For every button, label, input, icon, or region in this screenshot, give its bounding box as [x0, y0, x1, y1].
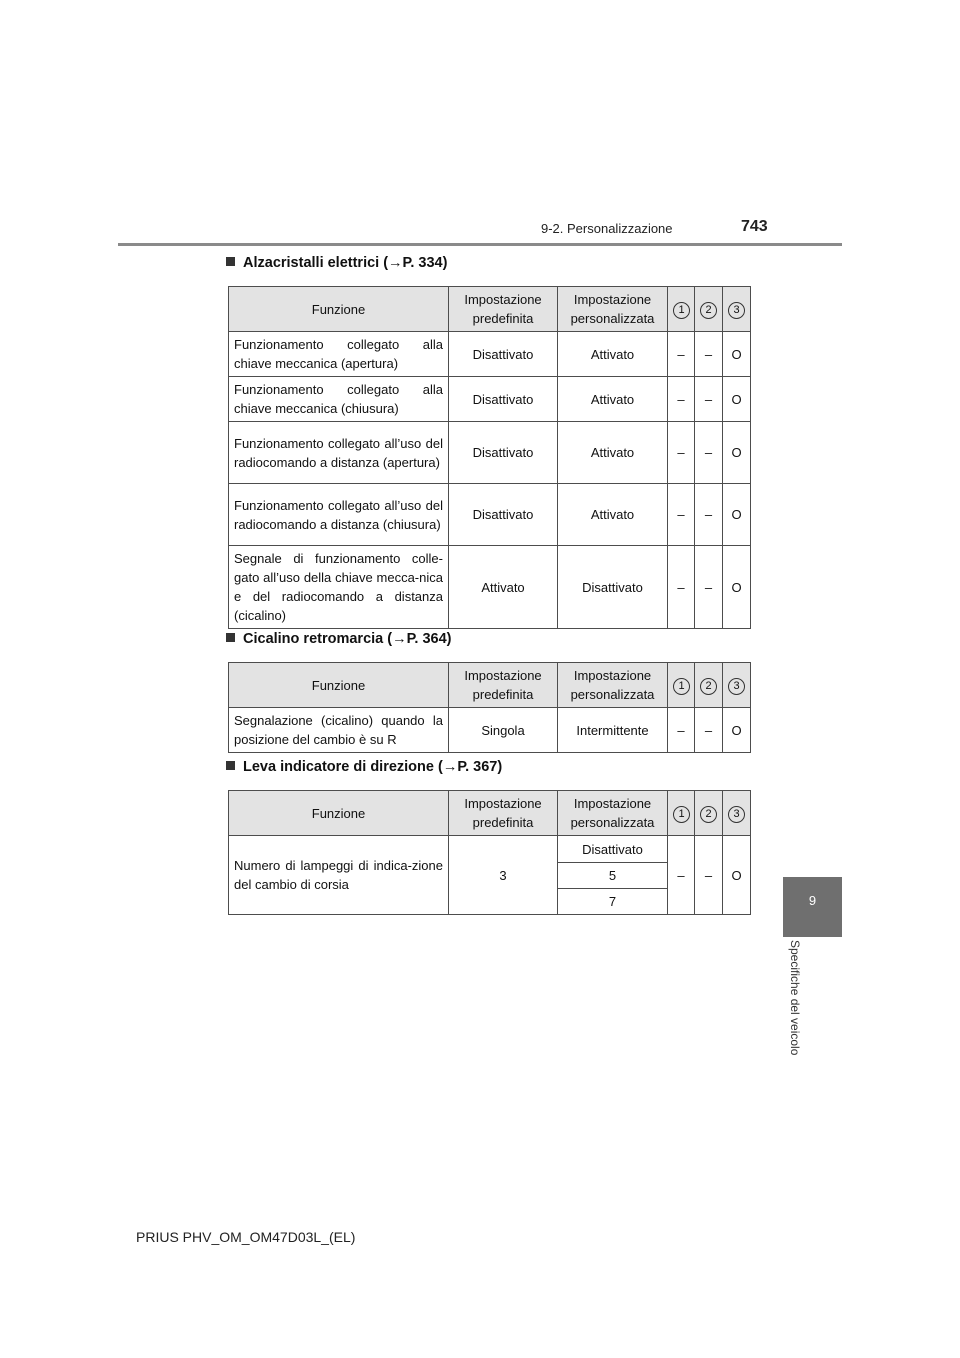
- custom-cell: Attivato: [558, 377, 668, 422]
- section-header: 9-2. Personalizzazione: [541, 221, 673, 236]
- method-2-cell: –: [695, 836, 723, 915]
- table-row: [229, 484, 751, 546]
- method-3-cell: O: [723, 836, 751, 915]
- section-title: Leva indicatore di direzione (→P. 367): [226, 759, 502, 775]
- section-title: Cicalino retromarcia (→P. 364): [226, 631, 451, 647]
- col-custom: Impostazione personalizzata: [558, 287, 668, 332]
- table-header-row: [229, 663, 751, 708]
- col-feature: Funzione: [229, 791, 449, 836]
- col-default: Impostazione predefinita: [449, 663, 558, 708]
- col-method-2: [695, 287, 723, 332]
- document-id: PRIUS PHV_OM_OM47D03L_(EL): [136, 1229, 356, 1245]
- method-1-cell: –: [668, 332, 695, 377]
- method-1-cell: –: [668, 422, 695, 484]
- method-3-cell: O: [723, 546, 751, 629]
- method-3-cell: O: [723, 332, 751, 377]
- circled-3-icon: 3: [728, 302, 745, 319]
- custom-cell: 7: [558, 889, 668, 915]
- default-cell: 3: [449, 836, 558, 915]
- feature-cell: Funzionamento collegato alla chiave meccanica (apertura): [229, 332, 449, 377]
- table-row: [229, 708, 751, 753]
- custom-cell: Attivato: [558, 422, 668, 484]
- col-method-3: [723, 791, 751, 836]
- table-row: [229, 546, 751, 629]
- default-cell: Disattivato: [449, 422, 558, 484]
- feature-cell: Numero di lampeggi di indica-zione del cambio di corsia: [229, 836, 449, 915]
- col-default: Impostazione predefinita: [449, 287, 558, 332]
- col-method-2: [695, 663, 723, 708]
- col-method-1: [668, 287, 695, 332]
- method-1-cell: –: [668, 484, 695, 546]
- circled-2-icon: 2: [700, 678, 717, 695]
- feature-cell: Funzionamento collegato alla chiave meccanica (chiusura): [229, 377, 449, 422]
- method-2-cell: –: [695, 377, 723, 422]
- circled-1-icon: 1: [673, 806, 690, 823]
- method-3-cell: O: [723, 422, 751, 484]
- method-2-cell: –: [695, 332, 723, 377]
- circled-3-icon: 3: [728, 806, 745, 823]
- method-2-cell: –: [695, 708, 723, 753]
- col-method-3: [723, 663, 751, 708]
- circled-2-icon: 2: [700, 302, 717, 319]
- custom-cell: 5: [558, 863, 668, 889]
- default-cell: Disattivato: [449, 484, 558, 546]
- circled-1-icon: 1: [673, 678, 690, 695]
- table-row: [229, 422, 751, 484]
- default-cell: Attivato: [449, 546, 558, 629]
- col-feature: Funzione: [229, 287, 449, 332]
- square-bullet-icon: [226, 761, 235, 770]
- header-divider: [118, 243, 842, 246]
- method-2-cell: –: [695, 484, 723, 546]
- feature-cell: Funzionamento collegato all’uso del radiocomando a distanza (chiusura): [229, 484, 449, 546]
- custom-cell: Disattivato: [558, 836, 668, 863]
- page-number: 743: [741, 218, 768, 235]
- default-cell: Disattivato: [449, 332, 558, 377]
- table-header-row: [229, 791, 751, 836]
- circled-1-icon: 1: [673, 302, 690, 319]
- feature-cell: Segnale di funzionamento colle-gato all’uso della chiave mecca-nica e del radiocomando a distanza (cicalino): [229, 546, 449, 629]
- table-row: [229, 377, 751, 422]
- section-title: Alzacristalli elettrici (→P. 334): [226, 255, 447, 271]
- col-feature: Funzione: [229, 663, 449, 708]
- method-1-cell: –: [668, 546, 695, 629]
- square-bullet-icon: [226, 257, 235, 266]
- table-row: [229, 836, 751, 863]
- table-row: [229, 332, 751, 377]
- col-custom: Impostazione personalizzata: [558, 663, 668, 708]
- col-method-1: [668, 791, 695, 836]
- default-cell: Singola: [449, 708, 558, 753]
- col-default: Impostazione predefinita: [449, 791, 558, 836]
- chapter-number: 9: [808, 893, 817, 908]
- square-bullet-icon: [226, 633, 235, 642]
- custom-cell: Disattivato: [558, 546, 668, 629]
- col-method-1: [668, 663, 695, 708]
- col-method-3: [723, 287, 751, 332]
- settings-table: [228, 662, 751, 753]
- method-2-cell: –: [695, 546, 723, 629]
- feature-cell: Segnalazione (cicalino) quando la posizione del cambio è su R: [229, 708, 449, 753]
- settings-table: [228, 286, 751, 629]
- col-custom: Impostazione personalizzata: [558, 791, 668, 836]
- custom-cell: Intermittente: [558, 708, 668, 753]
- method-3-cell: O: [723, 708, 751, 753]
- method-3-cell: O: [723, 377, 751, 422]
- chapter-tab: [783, 877, 842, 937]
- table-header-row: [229, 287, 751, 332]
- chapter-tab-label: [788, 940, 820, 1070]
- method-1-cell: –: [668, 836, 695, 915]
- method-3-cell: O: [723, 484, 751, 546]
- circled-2-icon: 2: [700, 806, 717, 823]
- default-cell: Disattivato: [449, 377, 558, 422]
- method-2-cell: –: [695, 422, 723, 484]
- chapter-title: Specifiche del veicolo: [788, 940, 802, 1056]
- custom-cell: Attivato: [558, 332, 668, 377]
- settings-table: [228, 790, 751, 915]
- circled-3-icon: 3: [728, 678, 745, 695]
- method-1-cell: –: [668, 377, 695, 422]
- method-1-cell: –: [668, 708, 695, 753]
- col-method-2: [695, 791, 723, 836]
- custom-cell: Attivato: [558, 484, 668, 546]
- feature-cell: Funzionamento collegato all’uso del radiocomando a distanza (apertura): [229, 422, 449, 484]
